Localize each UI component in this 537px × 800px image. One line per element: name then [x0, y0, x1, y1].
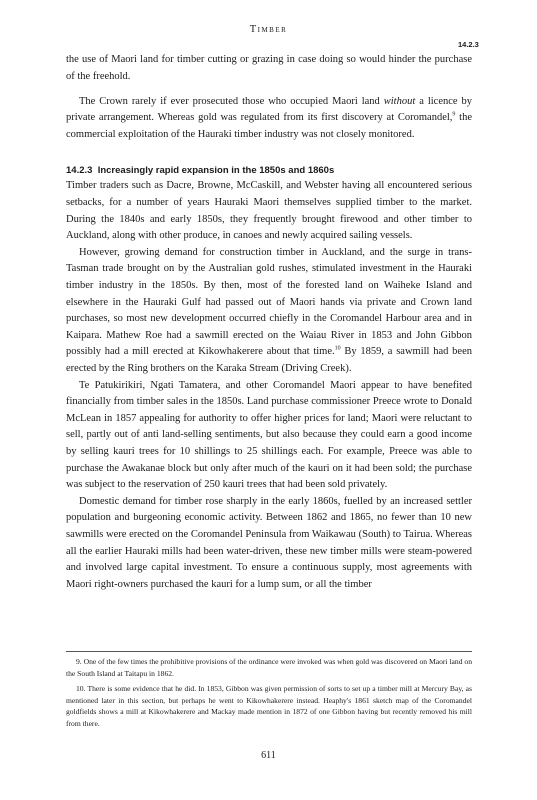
footnote-ref-9: 9	[452, 111, 456, 118]
footnote-9: 9. One of the few times the prohibitive provisions of the ordinance were invoked was when gold was discovered on Maori land on the South Island at Taitapu in 1862.	[66, 657, 472, 678]
paragraph-4: Domestic demand for timber rose sharply in the early 1860s, fuelled by an increased settler population and burgeoning economic activity. Between 1862 and 1865, no fewer than 10 new sawmills were erected on the Coromandel Peninsula from Waikawau (South) to Tairua. Whereas all the earlier Hauraki mills had been water-driven, these new timber mills were steam-powered and involved large capital investment. To ensure a continuous supply, most agreements with Maori right-owners purchased the kauri for a lump sum, or all the timber	[66, 495, 472, 590]
paragraph-3: Te Patukirikiri, Ngati Tamatera, and other Coromandel Maori appear to have benefited financially from timber sales in the 1850s. Land purchase commissioner Preece wrote to Donald McLean in 1857 appealing for authority to offer higher prices for land; Maori were reluctant to sell, partly out of anti land-selling sentiments, but also because they could earn a good income by selling kauri trees for 10 shillings to 25 shillings each. For example, Preece was able to purchase the Awakanae block but only after much of the kauri on it had been sold; the purchase was subject to the reservation of 250 kauri trees that had been sold privately.	[66, 379, 472, 491]
text-span: The Crown rarely if ever prosecuted those who occupied Maori land	[79, 95, 384, 107]
body-text	[66, 52, 472, 593]
intro-paragraph-2	[66, 94, 472, 144]
emphasis: without	[383, 95, 416, 107]
section-heading-title: Increasingly rapid expansion in the 1850s and 1860s	[97, 165, 335, 177]
text-span: However, growing demand for construction timber in Auckland, and the surge in trans-Tasman trade brought on by the Australian gold rushes, stimulated investment in the Hauraki timber industry in the 1850s. By then, most of the forested land on Waiheke Island and elsewhere in the Hauraki Gulf had passed out of Maori hands via private and Crown land purchases, so most new development occurred chiefly in the Coromandel Harbour area and in Kaipara. Mathew Roe had a sawmill erected on the Waiau River in 1853 and John Gibbon possibly had a mill erected at Kikowhakerere about that time.	[66, 246, 472, 358]
footnote-ref-10: 10	[334, 345, 341, 352]
running-section-number: 14.2.3	[458, 40, 479, 49]
page-number: 611	[261, 750, 276, 761]
text-span: a licence by private arrangement. Whereas gold was regulated from its first discovery at Coromandel,	[66, 95, 472, 124]
running-title: Timber	[249, 24, 288, 35]
paragraph-2	[66, 245, 472, 378]
footnote-10: 10. There is some evidence that he did. In 1853, Gibbon was given permission of sorts to set up a timber mill at Mercury Bay, as mentioned later in this section, but perhaps he went to Kikowhakerere instead. Heaphy's 1861 sketch map of the Coromandel goldfields shows a mill at Kikowhakerere and Mackay made mention in 1872 of one Gibbon having but recently removed his mill from there.	[66, 684, 472, 728]
text-span: By 1859, a sawmill had been erected by the Ring brothers on the Karaka Stream (Driving Creek).	[66, 346, 472, 374]
paragraph-1: Timber traders such as Dacre, Browne, McCaskill, and Webster having all encountered serious setbacks, for a number of years Hauraki Maori themselves supplied timber to the market. During the 1840s and early 1850s, they frequently brought firewood and other timber to Auckland, along with other produce, in canoes and newly acquired sailing vessels.	[66, 180, 472, 242]
footnotes	[66, 656, 472, 729]
footnote-divider	[66, 651, 472, 652]
intro-paragraph-1: the use of Maori land for timber cutting or grazing in case doing so would hinder the purchase of the freehold.	[66, 54, 472, 82]
section-heading-number: 14.2.3	[66, 165, 93, 177]
text-span: the commercial exploitation of the Hauraki timber industry was not closely monitored.	[66, 112, 473, 140]
section-heading	[66, 163, 472, 178]
